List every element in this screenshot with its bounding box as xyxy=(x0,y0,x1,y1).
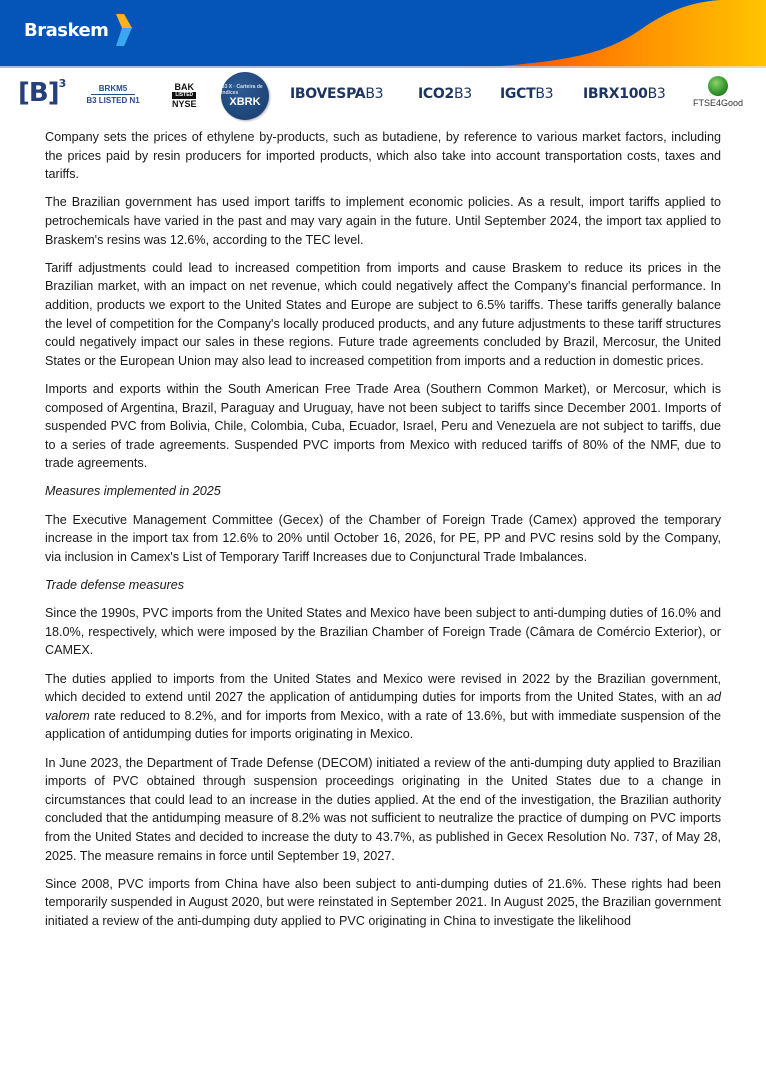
ico2-logo: ICO2B3 xyxy=(418,86,472,102)
paragraph-2022-revision: The duties applied to imports from the United States and Mexico were revised in 2022 by the Brazilian government, which decided to extend until 2027 the application of antidumping duties for imports from the United States, with an ad valorem rate reduced to 8.2%, and for imports from Mexico, with a rate of 13.6%, but with immediate suspension of the application of antidumping duties for imports originating in Mexico. xyxy=(45,671,721,742)
listing-logos-bar xyxy=(0,70,766,122)
ibovespa-logo: IBOVESPAB3 xyxy=(290,86,384,102)
paragraph-decom-review: In June 2023, the Department of Trade Defense (DECOM) initiated a review of the anti-dumping duty applied to Brazilian imports of PVC obtained through suspension proceedings originating in the United States due to a change in circumstances that could lead to an increase in the duties applied. At the end of the investigation, the Brazilian authority concluded that the antidumping measure of 8.2% was not sufficient to neutralize the practice of dumping on PVC imports from the United States and decided to increase the duty to 43.7%, as published in Gecex Resolution No. 737, of May 28, 2025. The measure remains in force until September 19, 2027. xyxy=(45,755,721,863)
listing-label: B3 LISTED N1 xyxy=(86,96,140,105)
paragraph-china-duties: Since 2008, PVC imports from China have also been subject to anti-dumping duties of 21.6%. These rights had been temporarily suspended in August 2020, but were reinstated in September 2021. In August 2025, the Brazilian government initiated a review of the anti-dumping duty applied to PVC originating in China to investigate the likelihood xyxy=(45,876,721,928)
nyse-logo: BAK LISTED NYSE xyxy=(172,82,197,109)
braskem-logo xyxy=(24,14,134,46)
document-body xyxy=(45,128,721,940)
globe-icon xyxy=(708,76,728,96)
brkm5-listed-logo xyxy=(80,84,146,105)
paragraph-1990s-duties: Since the 1990s, PVC imports from the United States and Mexico have been subject to anti-dumping duties of 16.0% and 18.0%, respectively, which were imposed by the Brazilian Chamber of Foreign Trade (Câmara de Comércio Exterior), or CAMEX. xyxy=(45,606,721,658)
header-banner xyxy=(0,0,766,66)
igct-logo: IGCTB3 xyxy=(500,86,554,102)
paragraph-ethylene-pricing: Company sets the prices of ethylene by-products, such as butadiene, by reference to various market factors, including the prices paid by resin producers for imported products, which also take into account transportation costs, taxes and tariffs. xyxy=(45,130,721,182)
ftse4good-logo: FTSE4Good xyxy=(693,76,743,108)
paragraph-import-tariffs: The Brazilian government has used import tariffs to implement economic policies. As a result, import tariffs applied to petrochemicals have varied in the past and may vary again in the future. Until September 2024, the import tax applied to Braskem's resins was 12.6%, according to the TEC level. xyxy=(45,195,721,247)
paragraph-gecex: The Executive Management Committee (Gecex) of the Chamber of Foreign Trade (Camex) approved the temporary increase in the import tax from 12.6% to 20% until October 16, 2026, for PE, PP and PVC resins sold by the Company, via inclusion in Camex's List of Temporary Tariff Increases due to Conjunctural Trade Imbalances. xyxy=(45,512,721,564)
ticker-label: BRKM5 xyxy=(91,84,135,95)
heading-measures-2025: Measures implemented in 2025 xyxy=(45,484,221,499)
b3-logo: $[B]^3$ xyxy=(18,77,66,108)
paragraph-tariff-adjustments: Tariff adjustments could lead to increased competition from imports and cause Braskem to reduce its prices in the Brazilian market, with an impact on net revenue, which could negatively affect the Company's financial performance. In addition, products we export to the United States and Europe are subject to 6.5% tariffs. These tariffs generally balance the level of competition for the Company's locally produced products, and any future adjustments to these tariff structures could negatively impact our sales in these regions. Future trade agreements concluded by Brazil, Mercosur, the United States or the European Union may also lead to increased competition from imports and a reduction in domestic prices. xyxy=(45,260,721,368)
xbrk-badge: B3 X · Carteira de Índices XBRK xyxy=(221,72,269,120)
braskem-chevron-icon xyxy=(112,14,134,46)
header-divider xyxy=(0,66,766,68)
paragraph-mercosur: Imports and exports within the South American Free Trade Area (Southern Common Market), or Mercosur, which is composed of Argentina, Brazil, Paraguay and Uruguay, have not been subject to tariffs since December 2001. Imports of suspended PVC from Bolivia, Chile, Colombia, Cuba, Ecuador, Israel, Peru and Venezuela are not subject to tariffs, due to a series of trade agreements. Suspended PVC imports from Mexico with reduced tariffs of 80% of the NMF, due to trade agreements. xyxy=(45,381,721,471)
ibrx100-logo: IBRX100B3 xyxy=(583,86,666,102)
heading-trade-defense: Trade defense measures xyxy=(45,578,185,593)
brand-name: Braskem xyxy=(24,19,109,41)
b3-logo-text: [B] xyxy=(18,78,59,108)
